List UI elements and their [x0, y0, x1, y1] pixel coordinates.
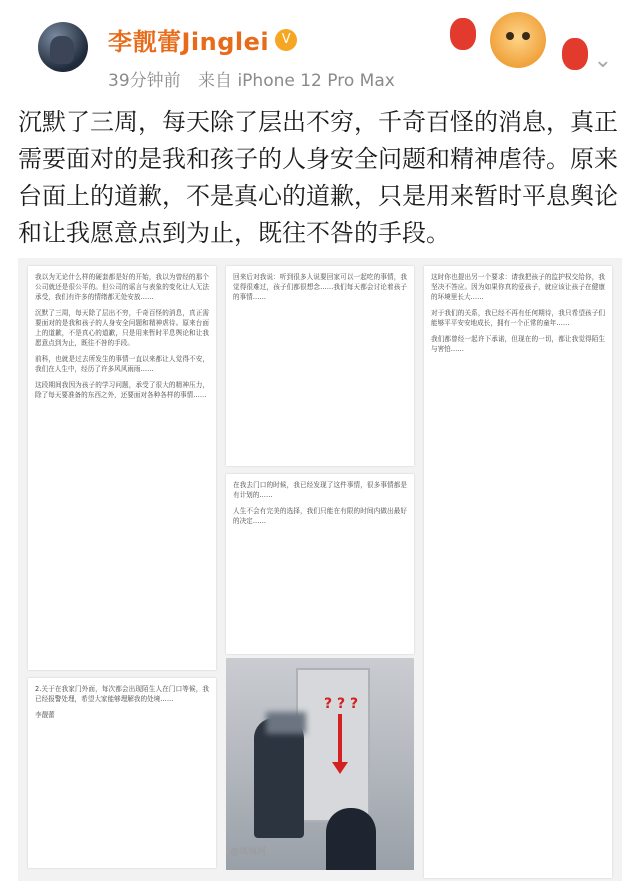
- tiger-icon: [490, 12, 546, 68]
- letter-paragraph: 回来后对我说：听到很多人说要回家可以一起吃的事情，我觉得很难过，孩子们都很想念……我们每天都会讨论着孩子的事情……: [233, 273, 407, 301]
- post-time: 39分钟前: [108, 71, 181, 91]
- person-figure: [254, 718, 304, 838]
- post-header: [0, 0, 640, 100]
- letter-paragraph: 这时你也提出另一个要求：请我把孩子的监护权交给你，我坚决不答应。因为如果你真的爱孩子，就应该让孩子在健康的环境里长大……: [431, 273, 605, 301]
- letter-paragraph: 对于我们的关系，我已经不再有任何期待，我只希望孩子们能够平平安安地成长，拥有一个正常的童年……: [431, 309, 605, 327]
- arrow-down-icon: [338, 714, 342, 764]
- person-figure: [326, 808, 376, 870]
- letter-page[interactable]: [226, 266, 414, 466]
- festival-decoration: [450, 8, 600, 88]
- avatar[interactable]: [38, 22, 88, 72]
- letter-page[interactable]: [226, 474, 414, 654]
- post-meta: [108, 66, 395, 91]
- lantern-icon: [562, 38, 588, 70]
- blurred-face: [266, 712, 306, 734]
- verified-icon: V: [275, 29, 297, 51]
- watermark: @凤凰网: [230, 847, 267, 857]
- letter-page[interactable]: [28, 266, 216, 670]
- letter-paragraph: 我们都曾经一起许下承诺，但现在的一切，都让我觉得陌生与害怕……: [431, 335, 605, 353]
- letter-paragraph: 前科，也就是过去所发生的事情一直以来都让人觉得不安，我们在人生中，经历了许多风风雨雨……: [35, 355, 209, 373]
- lantern-icon: [450, 18, 476, 50]
- question-marks: ? ? ?: [324, 696, 359, 712]
- letter-paragraph: 人生不会有完美的选择，我们只能在有限的时间内做出最好的决定……: [233, 507, 407, 525]
- username[interactable]: 李靓蕾Jinglei: [108, 28, 270, 56]
- letter-paragraph: 2.关于在我家门外面，每次都会出现陌生人在门口等候，我已经报警处理，希望大家能够理解我的处境……: [35, 685, 209, 703]
- letter-paragraph: 沉默了三周，每天除了层出不穷，千奇百怪的消息，真正需要面对的是我和孩子的人身安全问题和精神虐待。原来台面上的道歉，不是真心的道歉，只是用来暂时平息舆论和让我愿意点到为止，既往不咎的手段。: [35, 309, 209, 347]
- letter-page[interactable]: [28, 678, 216, 868]
- letter-page[interactable]: [424, 266, 612, 878]
- letter-paragraph: 我以为无论什么样的硬套都是好的开始，我以为曾经的那个公司就还是很公平的。但公司的谣言与表象的变化让人无法承受，我们有许多的情绪都无处安放……: [35, 273, 209, 301]
- door-shape: [296, 668, 370, 822]
- letter-paragraph: 这段期间我因为孩子的学习问题，承受了很大的精神压力，除了每天要准备的东西之外，还要面对各种各样的事情……: [35, 381, 209, 399]
- chevron-down-icon[interactable]: ⌄: [593, 48, 612, 73]
- post-text: 沉默了三周，每天除了层出不穷，千奇百怪的消息，真正需要面对的是我和孩子的人身安全问题和精神虐待。原来台面上的道歉，不是真心的道歉，只是用来暂时平息舆论和让我愿意点到为止，既往不咎的手段。: [18, 108, 618, 247]
- letter-image-grid[interactable]: [18, 258, 622, 881]
- username-row: [108, 22, 297, 57]
- letter-paragraph: 在我去门口的时候，我已经发现了这件事情，很多事情都是有计划的……: [233, 481, 407, 499]
- letter-signature: 李靓蕾: [35, 711, 55, 719]
- post-source: 来自 iPhone 12 Pro Max: [198, 71, 395, 91]
- surveillance-photo[interactable]: [226, 658, 414, 870]
